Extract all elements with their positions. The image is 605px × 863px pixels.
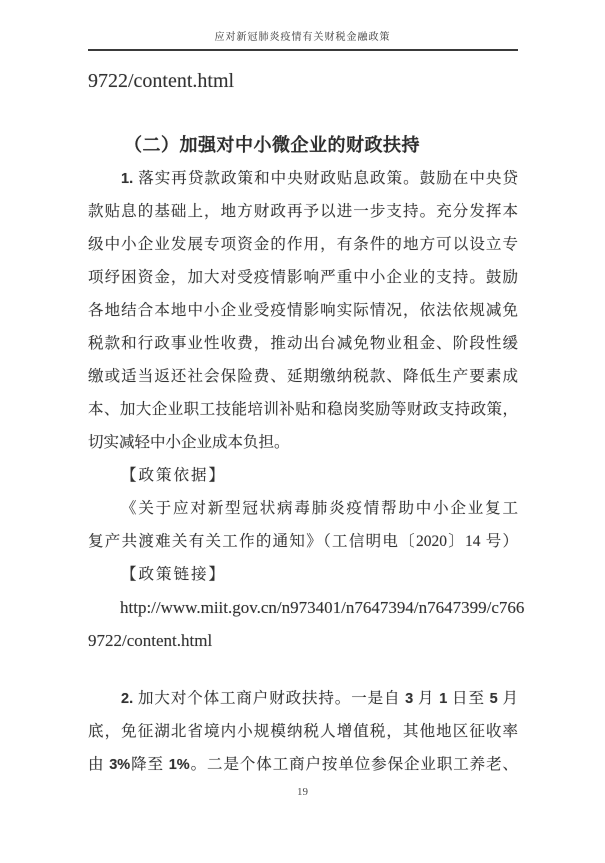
url-continuation-top-line: 9722/content.html [88, 70, 235, 92]
bold-number: 1 [439, 691, 448, 707]
running-header-title: 应对新冠肺炎疫情有关财税金融政策 [214, 32, 391, 43]
paragraph-2-line: 2. 加大对个体工商户财政扶持。一是自 3 月 1 日至 5 月 [121, 690, 518, 707]
paragraph-2 [88, 682, 518, 781]
section-heading-line: （二）加强对中小微企业的财政扶持 [124, 135, 420, 155]
bold-number: 3 [405, 691, 414, 707]
policy-basis-line: 《关于应对新型冠状病毒肺炎疫情帮助中小企业复工 [121, 500, 518, 517]
paragraph-1-line: 税款和行政事业性收费，推动出台减免物业租金、阶段性缓 [88, 335, 518, 352]
paragraph-1-line: 级中小企业发展专项资金的作用，有条件的地方可以设立专 [88, 236, 518, 253]
policy-link-line: 9722/content.html [88, 631, 213, 650]
paragraph-2-line: 底，免征湖北省境内小规模纳税人增值税，其他地区征收率 [88, 723, 518, 740]
policy-link [88, 591, 525, 657]
policy-link-line: http://www.miit.gov.cn/n973401/n7647394/n7647399/c766 [120, 598, 525, 617]
paragraph-1-line: 各地结合本地中小企业受疫情影响实际情况，依法依规减免 [88, 302, 518, 319]
paragraph-2-line: 由 3%降至 1%。二是个体工商户按单位参保企业职工养老、 [88, 756, 518, 773]
paragraph-1-line: 切实减轻中小企业成本负担。 [88, 434, 290, 451]
policy-basis [88, 492, 518, 558]
bold-number: 5 [489, 691, 498, 707]
document-body [88, 67, 525, 781]
paragraph-1-line: 1. 落实再贷款政策和中央财政贴息政策。鼓励在中央贷 [121, 170, 518, 187]
bold-number: 1. [121, 171, 139, 187]
section-heading [88, 129, 518, 162]
policy-basis-line: 复产共渡难关有关工作的通知》（工信明电〔2020〕14 号） [88, 533, 518, 550]
policy-link-label-line: 【政策链接】 [121, 566, 227, 583]
bold-number: 3% [109, 757, 131, 773]
bold-number: 2. [121, 691, 139, 707]
page-number: 19 [297, 786, 308, 798]
bold-number: 1% [168, 757, 190, 773]
paragraph-1-line: 本、加大企业职工技能培训补贴和稳岗奖励等财政支持政策， [88, 401, 518, 418]
paragraph-1-line: 项纾困资金，加大对受疫情影响严重中小企业的支持。鼓励 [88, 269, 518, 286]
policy-basis-label [88, 459, 518, 492]
paragraph-1-line: 缴或适当返还社会保险费、延期缴纳税款、降低生产要素成 [88, 368, 518, 385]
url-continuation-top [88, 67, 518, 95]
policy-basis-label-line: 【政策依据】 [121, 467, 227, 484]
paragraph-1-line: 款贴息的基础上，地方财政再予以进一步支持。充分发挥本 [88, 203, 518, 220]
header-rule-divider [88, 49, 518, 51]
paragraph-1 [88, 162, 518, 459]
policy-link-label [88, 558, 518, 591]
